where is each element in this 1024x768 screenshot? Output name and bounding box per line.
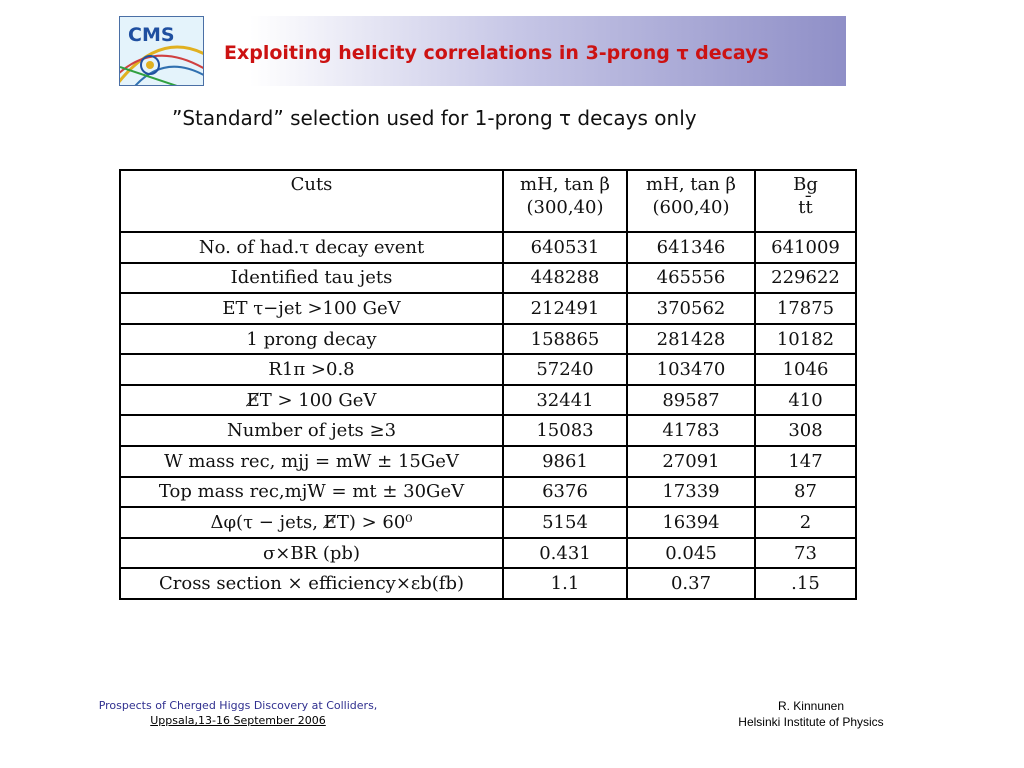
table-row [120,538,856,569]
table-row [120,415,856,446]
value-300-40: 1.1 [503,568,627,599]
page-title: Exploiting helicity correlations in 3-prong τ decays [224,42,769,64]
value-600-40: 17339 [627,477,755,508]
value-bg: 1046 [755,354,856,385]
value-300-40: 6376 [503,477,627,508]
header-300-40-line1: mH, tan β [520,174,610,195]
table-header-row [120,170,856,232]
footer-location-date: Uppsala,13-16 September 2006 [150,714,326,727]
footer-author: R. Kinnunen [777,699,845,713]
value-bg: 147 [755,446,856,477]
table-row [120,263,856,294]
value-300-40: 15083 [503,415,627,446]
logo-text: CMS [128,24,175,46]
value-bg: 308 [755,415,856,446]
cut-label: Top mass rec,mjW = mt ± 30GeV [120,477,503,508]
value-600-40: 370562 [627,293,755,324]
table-row [120,293,856,324]
table-row [120,446,856,477]
value-300-40: 448288 [503,263,627,294]
cut-label: W mass rec, mjj = mW ± 15GeV [120,446,503,477]
cut-label: Δφ(τ − jets, E̸T) > 60⁰ [120,507,503,538]
value-300-40: 212491 [503,293,627,324]
value-600-40: 27091 [627,446,755,477]
header-300-40 [503,170,627,232]
value-bg: 87 [755,477,856,508]
footer-left [80,698,396,728]
header-600-40-line1: mH, tan β [646,174,736,195]
cut-label: Number of jets ≥3 [120,415,503,446]
value-bg: 10182 [755,324,856,355]
value-300-40: 32441 [503,385,627,416]
value-bg: 73 [755,538,856,569]
value-300-40: 57240 [503,354,627,385]
table-row [120,507,856,538]
value-bg: 17875 [755,293,856,324]
header-cuts [120,170,503,232]
value-600-40: 103470 [627,354,755,385]
header-600-40-line2: (600,40) [652,197,730,219]
cut-label: 1 prong decay [120,324,503,355]
value-bg: 229622 [755,263,856,294]
header-300-40-line2: (300,40) [526,197,604,219]
cut-label: No. of had.τ decay event [120,232,503,263]
value-bg: 2 [755,507,856,538]
value-bg: 641009 [755,232,856,263]
cut-label: Cross section × efficiency×εb(fb) [120,568,503,599]
value-bg: .15 [755,568,856,599]
footer-institute: Helsinki Institute of Physics [738,715,884,729]
table-row [120,232,856,263]
value-600-40: 89587 [627,385,755,416]
cms-logo-icon [120,17,204,86]
value-600-40: 641346 [627,232,755,263]
value-300-40: 640531 [503,232,627,263]
header-bg-line2: tt̄ [798,197,813,219]
cut-label: σ×BR (pb) [120,538,503,569]
cut-label: Identified tau jets [120,263,503,294]
cuts-table [119,169,857,600]
table-row [120,477,856,508]
value-600-40: 0.37 [627,568,755,599]
value-600-40: 281428 [627,324,755,355]
value-300-40: 5154 [503,507,627,538]
footer-conference: Prospects of Cherged Higgs Discovery at Colliders, [98,699,378,712]
table-row [120,354,856,385]
value-bg: 410 [755,385,856,416]
table-row [120,385,856,416]
footer-right [720,698,902,730]
header-cuts-label: Cuts [290,174,333,195]
value-600-40: 0.045 [627,538,755,569]
cms-logo [119,16,204,86]
value-600-40: 16394 [627,507,755,538]
cut-label: R1π >0.8 [120,354,503,385]
table-row [120,568,856,599]
header-600-40 [627,170,755,232]
subtitle: ”Standard” selection used for 1-prong τ decays only [172,106,697,130]
table-row [120,324,856,355]
cut-label: ET τ−jet >100 GeV [120,293,503,324]
cut-label: E̸T > 100 GeV [120,385,503,416]
header-bg [755,170,856,232]
value-600-40: 41783 [627,415,755,446]
value-300-40: 9861 [503,446,627,477]
header-bg-line1: Bg [793,174,818,195]
value-600-40: 465556 [627,263,755,294]
value-300-40: 0.431 [503,538,627,569]
value-300-40: 158865 [503,324,627,355]
